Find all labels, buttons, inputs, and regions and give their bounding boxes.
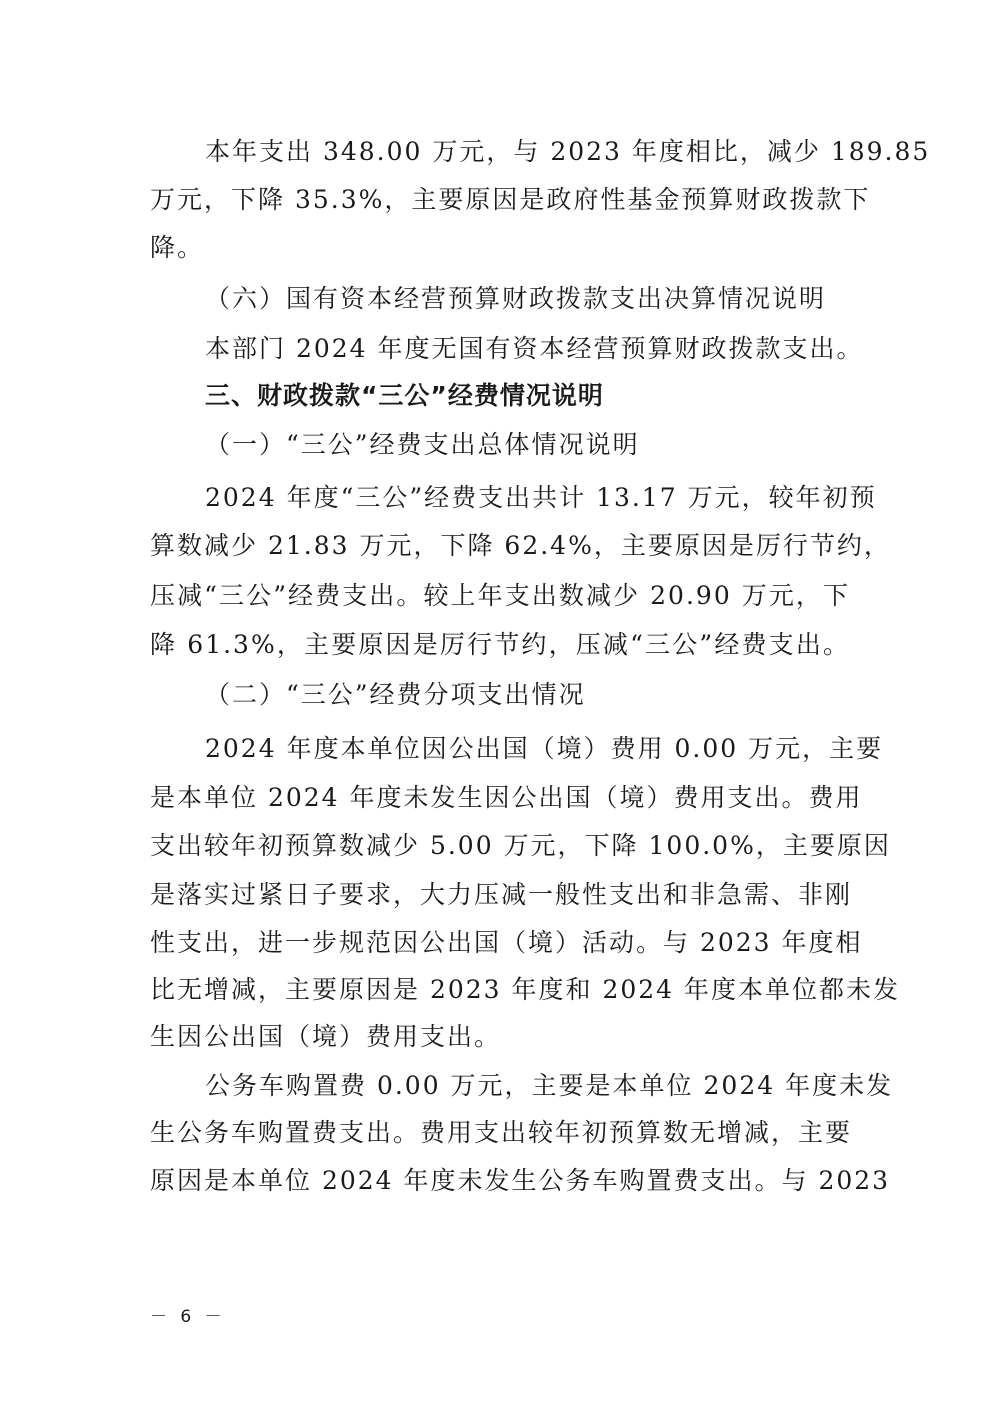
part-3-heading: 三、财政拨款“三公”经费情况说明 <box>205 381 604 410</box>
paragraph-4-line-3: 原因是本单位 2024 年度未发生公务车购置费支出。与 2023 <box>150 1166 891 1195</box>
paragraph-2-line-2: 算数减少 21.83 万元，下降 62.4%，主要原因是厉行节约， <box>150 531 891 560</box>
paragraph-3-line-3: 支出较年初预算数减少 5.00 万元，下降 100.0%，主要原因 <box>150 831 891 860</box>
subsection-1-title: （一）“三公”经费支出总体情况说明 <box>205 430 640 459</box>
paragraph-1-line-2: 万元，下降 35.3%，主要原因是政府性基金预算财政拨款下 <box>150 185 871 214</box>
paragraph-3-line-2: 是本单位 2024 年度未发生因公出国（境）费用支出。费用 <box>150 783 863 812</box>
paragraph-1-line-1: 本年支出 348.00 万元，与 2023 年度相比，减少 189.85 <box>205 137 931 166</box>
paragraph-3-line-4: 是落实过紧日子要求，大力压减一般性支出和非急需、非刚 <box>150 880 853 909</box>
paragraph-1-line-3: 降。 <box>150 233 205 262</box>
section-6-title: （六）国有资本经营预算财政拨款支出决算情况说明 <box>205 284 827 313</box>
subsection-2-title: （二）“三公”经费分项支出情况 <box>205 680 586 709</box>
paragraph-3-line-5: 性支出，进一步规范因公出国（境）活动。与 2023 年度相 <box>150 928 863 957</box>
paragraph-3-line-6: 比无增减，主要原因是 2023 年度和 2024 年度本单位都未发 <box>150 975 901 1004</box>
paragraph-3-line-1: 2024 年度本单位因公出国（境）费用 0.00 万元，主要 <box>205 734 884 763</box>
paragraph-4-line-2: 生公务车购置费支出。费用支出较年初预算数无增减，主要 <box>150 1118 853 1147</box>
paragraph-2-line-1: 2024 年度“三公”经费支出共计 13.17 万元，较年初预 <box>205 483 877 512</box>
page-number: － 6 － <box>150 1307 226 1327</box>
paragraph-4-line-1: 公务车购置费 0.00 万元，主要是本单位 2024 年度未发 <box>205 1071 894 1100</box>
paragraph-3-line-7: 生因公出国（境）费用支出。 <box>150 1022 502 1051</box>
paragraph-2-line-4: 降 61.3%，主要原因是厉行节约，压减“三公”经费支出。 <box>150 630 850 659</box>
section-6-body: 本部门 2024 年度无国有资本经营预算财政拨款支出。 <box>205 334 864 363</box>
paragraph-2-line-3: 压减“三公”经费支出。较上年支出数减少 20.90 万元，下 <box>150 581 850 610</box>
